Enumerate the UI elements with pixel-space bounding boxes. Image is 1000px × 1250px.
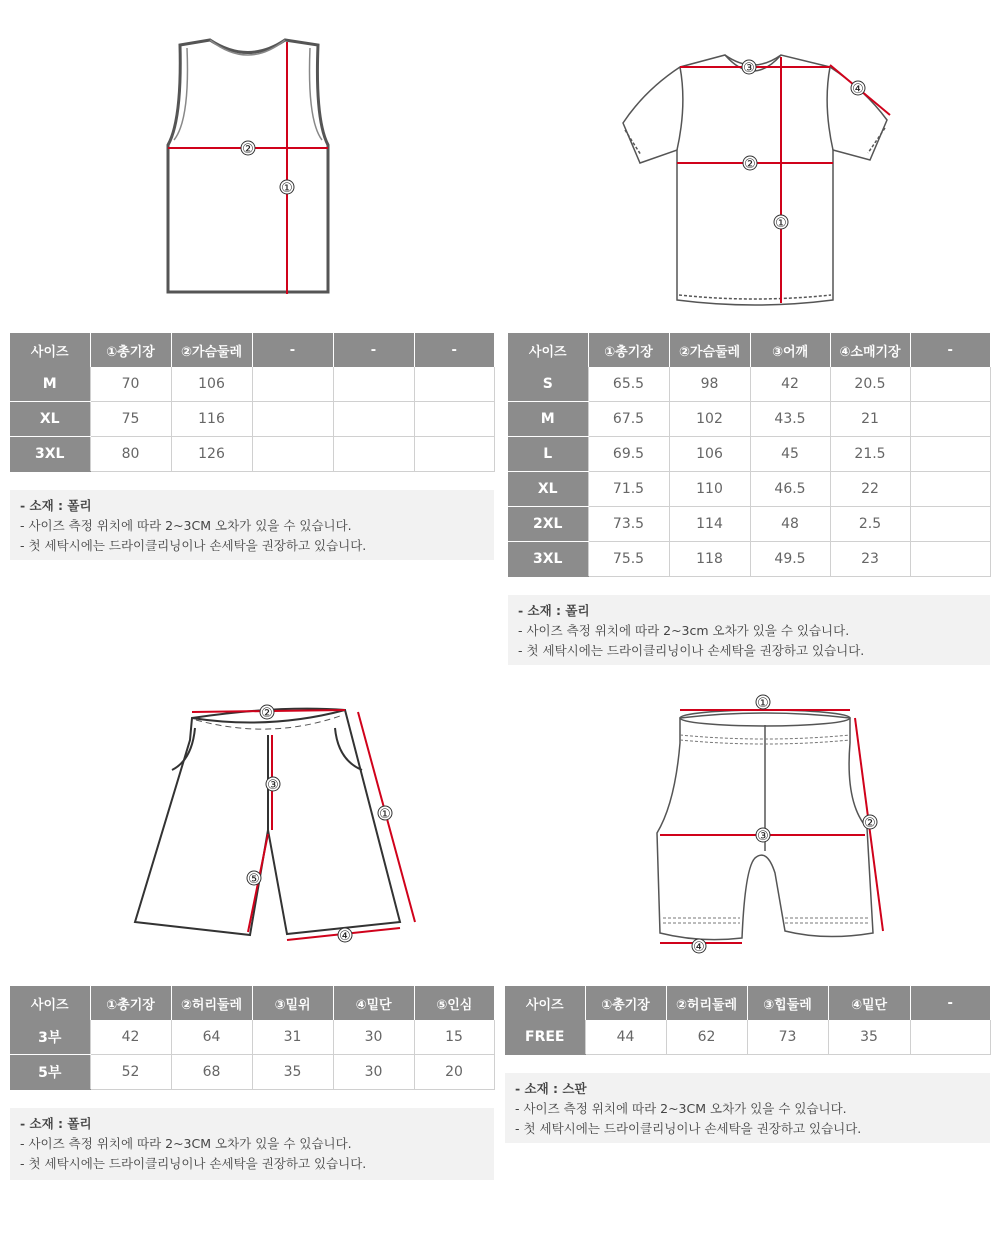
col-header-length: ①총기장 xyxy=(90,986,171,1020)
col-header-hem: ④밑단 xyxy=(828,986,910,1020)
col-header-waist: ②허리둘레 xyxy=(171,986,252,1020)
cell xyxy=(414,367,494,402)
cell: 45 xyxy=(750,437,830,472)
shorts-marker-3: ③ xyxy=(267,778,279,793)
cell: 52 xyxy=(90,1055,171,1090)
table-row xyxy=(10,1055,494,1090)
row-size: XL xyxy=(508,472,588,507)
cell: 46.5 xyxy=(750,472,830,507)
cell: 22 xyxy=(830,472,910,507)
cell: 20 xyxy=(414,1055,494,1090)
col-header-length: ①총기장 xyxy=(90,333,171,367)
tshirt-outline xyxy=(623,55,887,305)
cell: 71.5 xyxy=(588,472,669,507)
shorts-marker-4: ④ xyxy=(339,929,351,944)
cell xyxy=(910,507,990,542)
cell: 70 xyxy=(90,367,171,402)
note-washing: - 첫 세탁시에는 드라이클리닝이나 손세탁을 권장하고 있습니다. xyxy=(518,643,865,658)
shorts-diagram xyxy=(130,700,430,950)
table-row xyxy=(508,367,990,402)
table-row xyxy=(508,437,990,472)
cell xyxy=(252,402,333,437)
row-size: 3XL xyxy=(508,542,588,577)
leggings-marker-3: ③ xyxy=(757,829,769,844)
col-header-inseam: ⑤인심 xyxy=(414,986,494,1020)
table-row xyxy=(10,367,494,402)
cell: 114 xyxy=(669,507,750,542)
col-header-empty: - xyxy=(910,333,990,367)
row-size: XL xyxy=(10,402,90,437)
cell: 69.5 xyxy=(588,437,669,472)
cell: 42 xyxy=(750,367,830,402)
sleeveless-marker-1: ① xyxy=(281,181,293,196)
sleeveless-notes xyxy=(10,490,494,560)
col-header-empty: - xyxy=(333,333,414,367)
cell: 35 xyxy=(828,1020,910,1055)
table-row xyxy=(10,437,494,472)
cell xyxy=(910,367,990,402)
shorts-marker-1: ① xyxy=(379,807,391,822)
sleeveless-marker-2: ② xyxy=(242,142,254,157)
cell: 98 xyxy=(669,367,750,402)
row-size: 3XL xyxy=(10,437,90,472)
col-header-size: 사이즈 xyxy=(10,333,90,367)
cell xyxy=(333,402,414,437)
leggings-size-table xyxy=(505,986,991,1055)
cell: 42 xyxy=(90,1020,171,1055)
cell: 73 xyxy=(747,1020,828,1055)
note-material: - 소재 : 폴리 xyxy=(20,1116,92,1131)
cell xyxy=(414,402,494,437)
cell: 106 xyxy=(171,367,252,402)
cell xyxy=(333,367,414,402)
cell xyxy=(910,542,990,577)
leggings-marker-2: ② xyxy=(864,816,876,831)
table-header-row xyxy=(508,333,990,367)
cell: 80 xyxy=(90,437,171,472)
shorts-marker-5: ⑤ xyxy=(248,872,260,887)
cell: 118 xyxy=(669,542,750,577)
leggings-marker-4: ④ xyxy=(693,940,705,955)
col-header-sleeve: ④소매기장 xyxy=(830,333,910,367)
cell: 20.5 xyxy=(830,367,910,402)
leggings-notes xyxy=(505,1073,990,1143)
col-header-empty: - xyxy=(910,986,990,1020)
shorts-size-table xyxy=(10,986,495,1090)
sleeveless-diagram xyxy=(150,30,350,305)
cell xyxy=(333,437,414,472)
cell: 30 xyxy=(333,1055,414,1090)
cell xyxy=(252,437,333,472)
row-size: 5부 xyxy=(10,1055,90,1090)
tshirt-diagram xyxy=(615,45,900,315)
cell: 116 xyxy=(171,402,252,437)
cell: 126 xyxy=(171,437,252,472)
cell: 2.5 xyxy=(830,507,910,542)
note-washing: - 첫 세탁시에는 드라이클리닝이나 손세탁을 권장하고 있습니다. xyxy=(20,1156,367,1171)
leggings-marker-1: ① xyxy=(757,696,769,711)
cell: 102 xyxy=(669,402,750,437)
cell: 67.5 xyxy=(588,402,669,437)
sleeveless-outline xyxy=(168,40,328,292)
cell: 75 xyxy=(90,402,171,437)
cell: 23 xyxy=(830,542,910,577)
row-size: L xyxy=(508,437,588,472)
cell xyxy=(414,437,494,472)
note-washing: - 첫 세탁시에는 드라이클리닝이나 손세탁을 권장하고 있습니다. xyxy=(20,538,367,553)
shorts-marker-2: ② xyxy=(261,706,273,721)
note-material: - 소재 : 폴리 xyxy=(518,603,590,618)
cell: 62 xyxy=(666,1020,747,1055)
tshirt-marker-2: ② xyxy=(744,157,756,172)
col-header-rise: ③밑위 xyxy=(252,986,333,1020)
cell: 110 xyxy=(669,472,750,507)
tshirt-size-table xyxy=(508,333,991,577)
sleeveless-size-table xyxy=(10,333,495,472)
col-header-size: 사이즈 xyxy=(505,986,585,1020)
table-row xyxy=(10,402,494,437)
cell xyxy=(910,1020,990,1055)
cell xyxy=(252,367,333,402)
cell: 31 xyxy=(252,1020,333,1055)
col-header-shoulder: ③어깨 xyxy=(750,333,830,367)
col-header-empty: - xyxy=(252,333,333,367)
note-tolerance: - 사이즈 측정 위치에 따라 2~3cm 오차가 있을 수 있습니다. xyxy=(518,623,850,638)
cell xyxy=(910,402,990,437)
shorts-notes xyxy=(10,1108,494,1180)
cell: 30 xyxy=(333,1020,414,1055)
col-header-waist: ②허리둘레 xyxy=(666,986,747,1020)
col-header-length: ①총기장 xyxy=(585,986,666,1020)
cell: 75.5 xyxy=(588,542,669,577)
col-header-length: ①총기장 xyxy=(588,333,669,367)
note-material: - 소재 : 스판 xyxy=(515,1081,587,1096)
table-row xyxy=(508,507,990,542)
row-size: 2XL xyxy=(508,507,588,542)
row-size: S xyxy=(508,367,588,402)
cell: 65.5 xyxy=(588,367,669,402)
note-tolerance: - 사이즈 측정 위치에 따라 2~3CM 오차가 있을 수 있습니다. xyxy=(20,518,352,533)
cell: 68 xyxy=(171,1055,252,1090)
cell: 43.5 xyxy=(750,402,830,437)
leggings-diagram xyxy=(645,693,885,958)
cell: 15 xyxy=(414,1020,494,1055)
cell: 64 xyxy=(171,1020,252,1055)
cell: 73.5 xyxy=(588,507,669,542)
cell: 35 xyxy=(252,1055,333,1090)
cell: 21.5 xyxy=(830,437,910,472)
table-header-row xyxy=(505,986,990,1020)
row-size: 3부 xyxy=(10,1020,90,1055)
col-header-hip: ③힙둘레 xyxy=(747,986,828,1020)
tshirt-notes xyxy=(508,595,990,665)
row-size: FREE xyxy=(505,1020,585,1055)
table-row xyxy=(508,542,990,577)
col-header-size: 사이즈 xyxy=(508,333,588,367)
tshirt-marker-4: ④ xyxy=(852,82,864,97)
table-row xyxy=(508,472,990,507)
col-header-chest: ②가슴둘레 xyxy=(669,333,750,367)
table-header-row xyxy=(10,333,494,367)
row-size: M xyxy=(10,367,90,402)
col-header-hem: ④밑단 xyxy=(333,986,414,1020)
table-row xyxy=(10,1020,494,1055)
cell: 49.5 xyxy=(750,542,830,577)
note-washing: - 첫 세탁시에는 드라이클리닝이나 손세탁을 권장하고 있습니다. xyxy=(515,1121,862,1136)
note-tolerance: - 사이즈 측정 위치에 따라 2~3CM 오차가 있을 수 있습니다. xyxy=(515,1101,847,1116)
cell: 21 xyxy=(830,402,910,437)
cell: 44 xyxy=(585,1020,666,1055)
cell: 106 xyxy=(669,437,750,472)
cell: 48 xyxy=(750,507,830,542)
cell xyxy=(910,437,990,472)
cell xyxy=(910,472,990,507)
table-header-row xyxy=(10,986,494,1020)
note-tolerance: - 사이즈 측정 위치에 따라 2~3CM 오차가 있을 수 있습니다. xyxy=(20,1136,352,1151)
col-header-size: 사이즈 xyxy=(10,986,90,1020)
tshirt-marker-3: ③ xyxy=(743,61,755,76)
table-row xyxy=(505,1020,990,1055)
note-material: - 소재 : 폴리 xyxy=(20,498,92,513)
col-header-chest: ②가슴둘레 xyxy=(171,333,252,367)
col-header-empty: - xyxy=(414,333,494,367)
row-size: M xyxy=(508,402,588,437)
tshirt-marker-1: ① xyxy=(775,216,787,231)
table-row xyxy=(508,402,990,437)
